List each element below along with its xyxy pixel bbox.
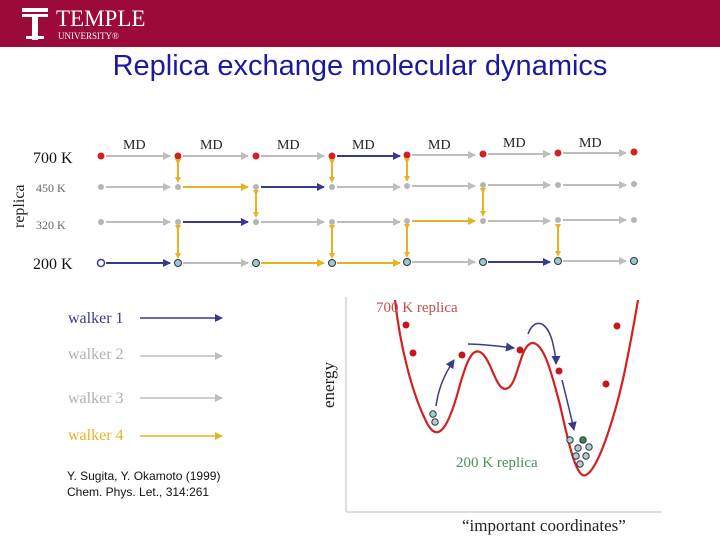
- md-label: MD: [200, 138, 223, 153]
- citation-authors: Y. Sugita, Y. Okamoto (1999): [67, 469, 221, 483]
- legend-item-walker-2: [68, 346, 238, 370]
- legend-label: walker 1: [68, 310, 124, 327]
- energy-landscape: [319, 297, 662, 535]
- temp-label-450: 450 K: [36, 181, 66, 195]
- citation: [67, 468, 220, 500]
- legend-arrows: [140, 318, 222, 436]
- coordinates-axis-label: “important coordinates”: [462, 516, 626, 535]
- legend-item-walker-1: [68, 310, 238, 334]
- md-label: MD: [579, 136, 602, 151]
- exchange-arrows: [178, 161, 558, 256]
- row-200k: [98, 258, 638, 267]
- row-320k: [98, 217, 637, 225]
- logo-text: TEMPLE: [56, 6, 146, 31]
- logo-subtext: UNIVERSITY®: [58, 31, 119, 41]
- slide-title: Replica exchange molecular dynamics: [112, 50, 608, 82]
- legend-label: walker 2: [68, 346, 124, 363]
- legend-label: walker 4: [68, 427, 124, 444]
- legend-item-walker-4: [68, 427, 238, 451]
- md-label: MD: [503, 136, 526, 151]
- md-label: MD: [428, 138, 451, 153]
- high-replica-label: 700 K replica: [376, 300, 458, 316]
- md-step-labels: [123, 136, 602, 153]
- low-replica-label: 200 K replica: [456, 455, 538, 471]
- legend-label: walker 3: [68, 390, 124, 407]
- temp-label-200: 200 K: [33, 256, 73, 273]
- md-label: MD: [352, 138, 375, 153]
- energy-curve: [395, 300, 638, 475]
- temp-label-320: 320 K: [36, 218, 66, 232]
- md-label: MD: [277, 138, 300, 153]
- legend-item-walker-3: [68, 390, 238, 414]
- citation-journal: Chem. Phys. Let., 314:261: [67, 485, 210, 499]
- md-label: MD: [123, 138, 146, 153]
- row-450k: [98, 181, 637, 190]
- replica-axis-label: replica: [11, 184, 28, 228]
- temp-label-700: 700 K: [33, 150, 73, 167]
- energy-axis-label: energy: [319, 362, 338, 408]
